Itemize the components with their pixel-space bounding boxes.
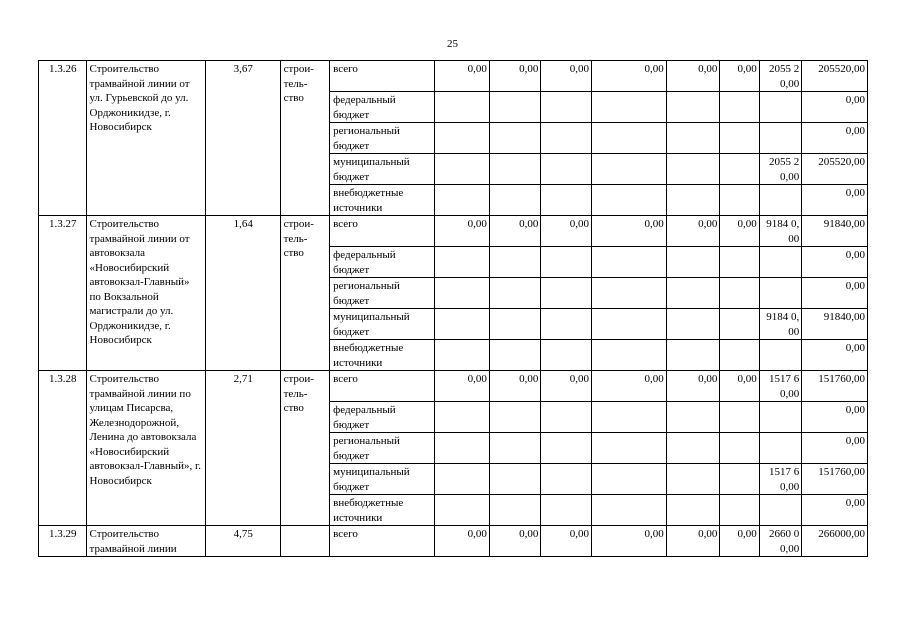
- year-value: [759, 402, 801, 433]
- year-value: [666, 123, 720, 154]
- year-value: [489, 309, 541, 340]
- year-value: 0,00: [435, 216, 490, 247]
- year-value: [489, 433, 541, 464]
- year-value: [541, 340, 592, 371]
- funding-source: региональный бюджет: [330, 123, 435, 154]
- year-value: [489, 464, 541, 495]
- year-value: [489, 92, 541, 123]
- year-value: [435, 247, 490, 278]
- year-value: [759, 123, 801, 154]
- year-value: [489, 340, 541, 371]
- year-value: [759, 278, 801, 309]
- item-name: Строительство трамвайной линии по улицам Писарсва, Железнодорожной, Ленина до автовокзала «Новосибирский автовокзал-Главный», г. Новосибирск: [86, 371, 205, 526]
- year-value: 0,00: [489, 371, 541, 402]
- year-value: [720, 185, 759, 216]
- year-value: 0,00: [666, 371, 720, 402]
- year-value: [759, 340, 801, 371]
- item-work-type: [280, 526, 330, 557]
- year-value: 0,00: [489, 216, 541, 247]
- year-value: [720, 309, 759, 340]
- year-value: [666, 154, 720, 185]
- funding-source: федеральный бюджет: [330, 247, 435, 278]
- year-value: [435, 123, 490, 154]
- year-value: [720, 495, 759, 526]
- total-value: 151760,00: [802, 464, 868, 495]
- year-value: [666, 309, 720, 340]
- item-name: Строительство трамвайной линии от автовокзала «Новосибирский автовокзал-Главный» по Вокзальной магистрали до ул. Орджоникидзе, г. Новосибирск: [86, 216, 205, 371]
- year-value: 0,00: [541, 371, 592, 402]
- total-value: 0,00: [802, 185, 868, 216]
- year-value: [720, 278, 759, 309]
- year-value: [489, 495, 541, 526]
- year-value: [435, 309, 490, 340]
- item-name: Строительство трамвайной линии: [86, 526, 205, 557]
- funding-source: внебюджетные источники: [330, 340, 435, 371]
- item-name: Строительство трамвайной линии от ул. Гурьевской до ул. Орджоникидзе, г. Новосибирск: [86, 61, 205, 216]
- total-value: 0,00: [802, 278, 868, 309]
- year-value: [435, 340, 490, 371]
- year-value: 9184 0,00: [759, 216, 801, 247]
- item-work-type: строи-тель-ство: [280, 371, 330, 526]
- item-code: 1.3.26: [39, 61, 87, 216]
- year-value: [591, 402, 666, 433]
- year-value: [666, 185, 720, 216]
- year-value: [720, 433, 759, 464]
- year-value: [591, 309, 666, 340]
- year-value: 0,00: [541, 216, 592, 247]
- funding-source: федеральный бюджет: [330, 402, 435, 433]
- total-value: 0,00: [802, 340, 868, 371]
- year-value: [666, 464, 720, 495]
- item-length: 3,67: [205, 61, 280, 216]
- year-value: 0,00: [435, 61, 490, 92]
- year-value: [489, 247, 541, 278]
- funding-source: федеральный бюджет: [330, 92, 435, 123]
- year-value: [666, 247, 720, 278]
- year-value: 2055 20,00: [759, 154, 801, 185]
- year-value: [541, 154, 592, 185]
- item-length: 2,71: [205, 371, 280, 526]
- year-value: 0,00: [720, 526, 759, 557]
- year-value: 1517 60,00: [759, 371, 801, 402]
- year-value: 0,00: [591, 371, 666, 402]
- year-value: [591, 154, 666, 185]
- year-value: [759, 92, 801, 123]
- total-value: 91840,00: [802, 309, 868, 340]
- year-value: [720, 92, 759, 123]
- year-value: [720, 154, 759, 185]
- year-value: 0,00: [591, 61, 666, 92]
- page-number: 25: [447, 38, 458, 50]
- year-value: [591, 340, 666, 371]
- year-value: 0,00: [666, 526, 720, 557]
- table-row: [39, 526, 868, 557]
- year-value: [489, 154, 541, 185]
- year-value: [435, 278, 490, 309]
- year-value: [435, 495, 490, 526]
- year-value: 0,00: [720, 216, 759, 247]
- year-value: 0,00: [666, 61, 720, 92]
- funding-source: всего: [330, 371, 435, 402]
- year-value: 0,00: [541, 526, 592, 557]
- year-value: [759, 247, 801, 278]
- funding-source: муниципальный бюджет: [330, 154, 435, 185]
- total-value: 0,00: [802, 123, 868, 154]
- year-value: [759, 495, 801, 526]
- year-value: 1517 60,00: [759, 464, 801, 495]
- year-value: 0,00: [541, 61, 592, 92]
- year-value: [541, 495, 592, 526]
- year-value: [541, 247, 592, 278]
- funding-source: региональный бюджет: [330, 278, 435, 309]
- year-value: [720, 402, 759, 433]
- year-value: [720, 464, 759, 495]
- year-value: [541, 402, 592, 433]
- total-value: 266000,00: [802, 526, 868, 557]
- year-value: [591, 278, 666, 309]
- total-value: 205520,00: [802, 61, 868, 92]
- year-value: [541, 278, 592, 309]
- table-row: [39, 61, 868, 92]
- year-value: [435, 464, 490, 495]
- year-value: 2660 00,00: [759, 526, 801, 557]
- year-value: [591, 495, 666, 526]
- total-value: 205520,00: [802, 154, 868, 185]
- year-value: [489, 185, 541, 216]
- total-value: 0,00: [802, 433, 868, 464]
- year-value: [541, 464, 592, 495]
- total-value: 0,00: [802, 402, 868, 433]
- item-code: 1.3.28: [39, 371, 87, 526]
- year-value: [591, 92, 666, 123]
- table-row: [39, 216, 868, 247]
- funding-source: муниципальный бюджет: [330, 464, 435, 495]
- year-value: [435, 154, 490, 185]
- total-value: 0,00: [802, 247, 868, 278]
- year-value: [666, 278, 720, 309]
- year-value: 9184 0,00: [759, 309, 801, 340]
- year-value: 0,00: [591, 526, 666, 557]
- funding-source: внебюджетные источники: [330, 495, 435, 526]
- item-length: 4,75: [205, 526, 280, 557]
- year-value: [759, 185, 801, 216]
- year-value: [435, 92, 490, 123]
- item-work-type: строи-тель-ство: [280, 61, 330, 216]
- item-code: 1.3.29: [39, 526, 87, 557]
- year-value: [720, 340, 759, 371]
- year-value: [759, 433, 801, 464]
- item-length: 1,64: [205, 216, 280, 371]
- year-value: [666, 340, 720, 371]
- year-value: [541, 185, 592, 216]
- funding-source: региональный бюджет: [330, 433, 435, 464]
- total-value: 0,00: [802, 495, 868, 526]
- year-value: [666, 92, 720, 123]
- year-value: [666, 495, 720, 526]
- table-body: [39, 61, 868, 557]
- year-value: [435, 185, 490, 216]
- year-value: 0,00: [720, 371, 759, 402]
- total-value: 91840,00: [802, 216, 868, 247]
- funding-source: всего: [330, 216, 435, 247]
- funding-source: всего: [330, 61, 435, 92]
- year-value: 0,00: [489, 526, 541, 557]
- year-value: [591, 185, 666, 216]
- year-value: [541, 123, 592, 154]
- year-value: [489, 123, 541, 154]
- total-value: 151760,00: [802, 371, 868, 402]
- year-value: [435, 402, 490, 433]
- item-work-type: строи-тель-ство: [280, 216, 330, 371]
- year-value: 2055 20,00: [759, 61, 801, 92]
- year-value: [666, 433, 720, 464]
- year-value: [591, 433, 666, 464]
- year-value: [489, 278, 541, 309]
- year-value: [489, 402, 541, 433]
- year-value: [541, 433, 592, 464]
- total-value: 0,00: [802, 92, 868, 123]
- year-value: 0,00: [489, 61, 541, 92]
- funding-source: всего: [330, 526, 435, 557]
- year-value: [435, 433, 490, 464]
- year-value: 0,00: [435, 371, 490, 402]
- year-value: 0,00: [591, 216, 666, 247]
- year-value: 0,00: [720, 61, 759, 92]
- funding-source: внебюджетные источники: [330, 185, 435, 216]
- year-value: [720, 123, 759, 154]
- year-value: [591, 464, 666, 495]
- year-value: 0,00: [435, 526, 490, 557]
- funding-source: муниципальный бюджет: [330, 309, 435, 340]
- year-value: [591, 247, 666, 278]
- table-row: [39, 371, 868, 402]
- item-code: 1.3.27: [39, 216, 87, 371]
- year-value: 0,00: [666, 216, 720, 247]
- year-value: [720, 247, 759, 278]
- budget-table: [38, 60, 868, 557]
- year-value: [666, 402, 720, 433]
- year-value: [541, 309, 592, 340]
- year-value: [591, 123, 666, 154]
- year-value: [541, 92, 592, 123]
